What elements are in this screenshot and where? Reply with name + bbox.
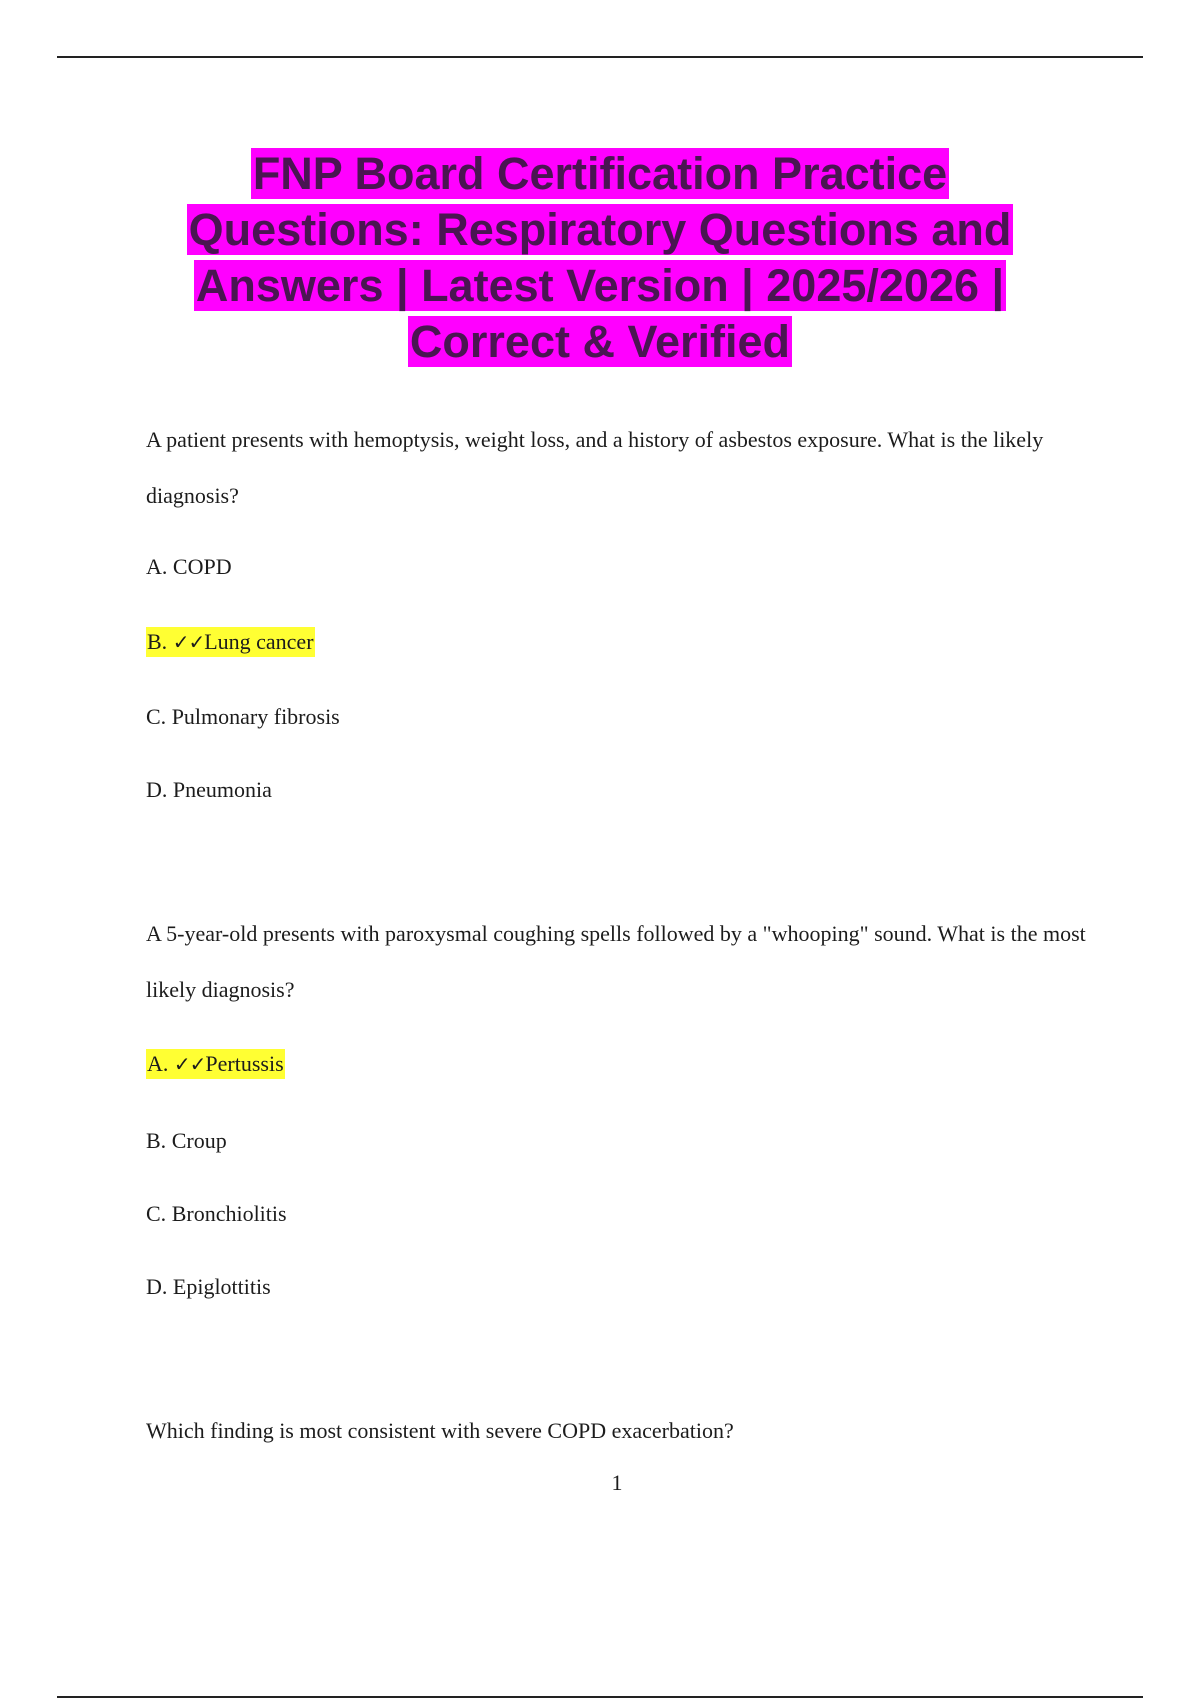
header-rule [57,56,1143,58]
option-text: Pneumonia [172,777,272,802]
option-letter: B. [147,629,168,654]
option-letter: C. [146,1201,167,1226]
document-title [100,146,1100,370]
option-letter: D. [146,1274,168,1299]
question-1-option-c [146,702,340,732]
footer-rule [57,1696,1143,1698]
option-letter: A. [146,554,168,579]
question-2-option-b [146,1126,227,1156]
title-line: Answers | Latest Version | 2025/2026 | [195,260,1005,311]
question-1-option-b-correct [146,627,315,657]
option-text: Lung cancer [204,629,314,654]
title-line: Correct & Verified [409,316,791,367]
option-text: Pertussis [205,1051,284,1076]
question-3-text: Which finding is most consistent with severe COPD exacerbation? [146,1418,734,1443]
question-1-option-d [146,775,272,805]
option-letter: A. [147,1051,169,1076]
title-line: FNP Board Certification Practice [252,148,948,199]
title-line: Questions: Respiratory Questions and [188,204,1012,255]
double-check-icon: ✓✓ [173,1052,206,1076]
question-2-option-d [146,1272,271,1302]
option-text: Croup [171,1128,227,1153]
question-2-option-a-correct [146,1049,285,1079]
page-number: 1 [611,1470,623,1495]
option-letter: D. [146,777,168,802]
question-1-text: A patient presents with hemoptysis, weight loss, and a history of asbestos exposure. What is the likely diagnosis? [146,427,1044,508]
option-text: Bronchiolitis [171,1201,287,1226]
option-text: Epiglottitis [172,1274,271,1299]
double-check-icon: ✓✓ [172,630,205,654]
question-2-option-c [146,1199,287,1229]
option-text: Pulmonary fibrosis [171,704,340,729]
option-text: COPD [172,554,232,579]
question-2-text: A 5-year-old presents with paroxysmal coughing spells followed by a "whooping" sound. What is the most likely diagnosis? [146,921,1086,1002]
option-letter: B. [146,1128,167,1153]
option-letter: C. [146,704,167,729]
question-1-option-a [146,552,232,582]
